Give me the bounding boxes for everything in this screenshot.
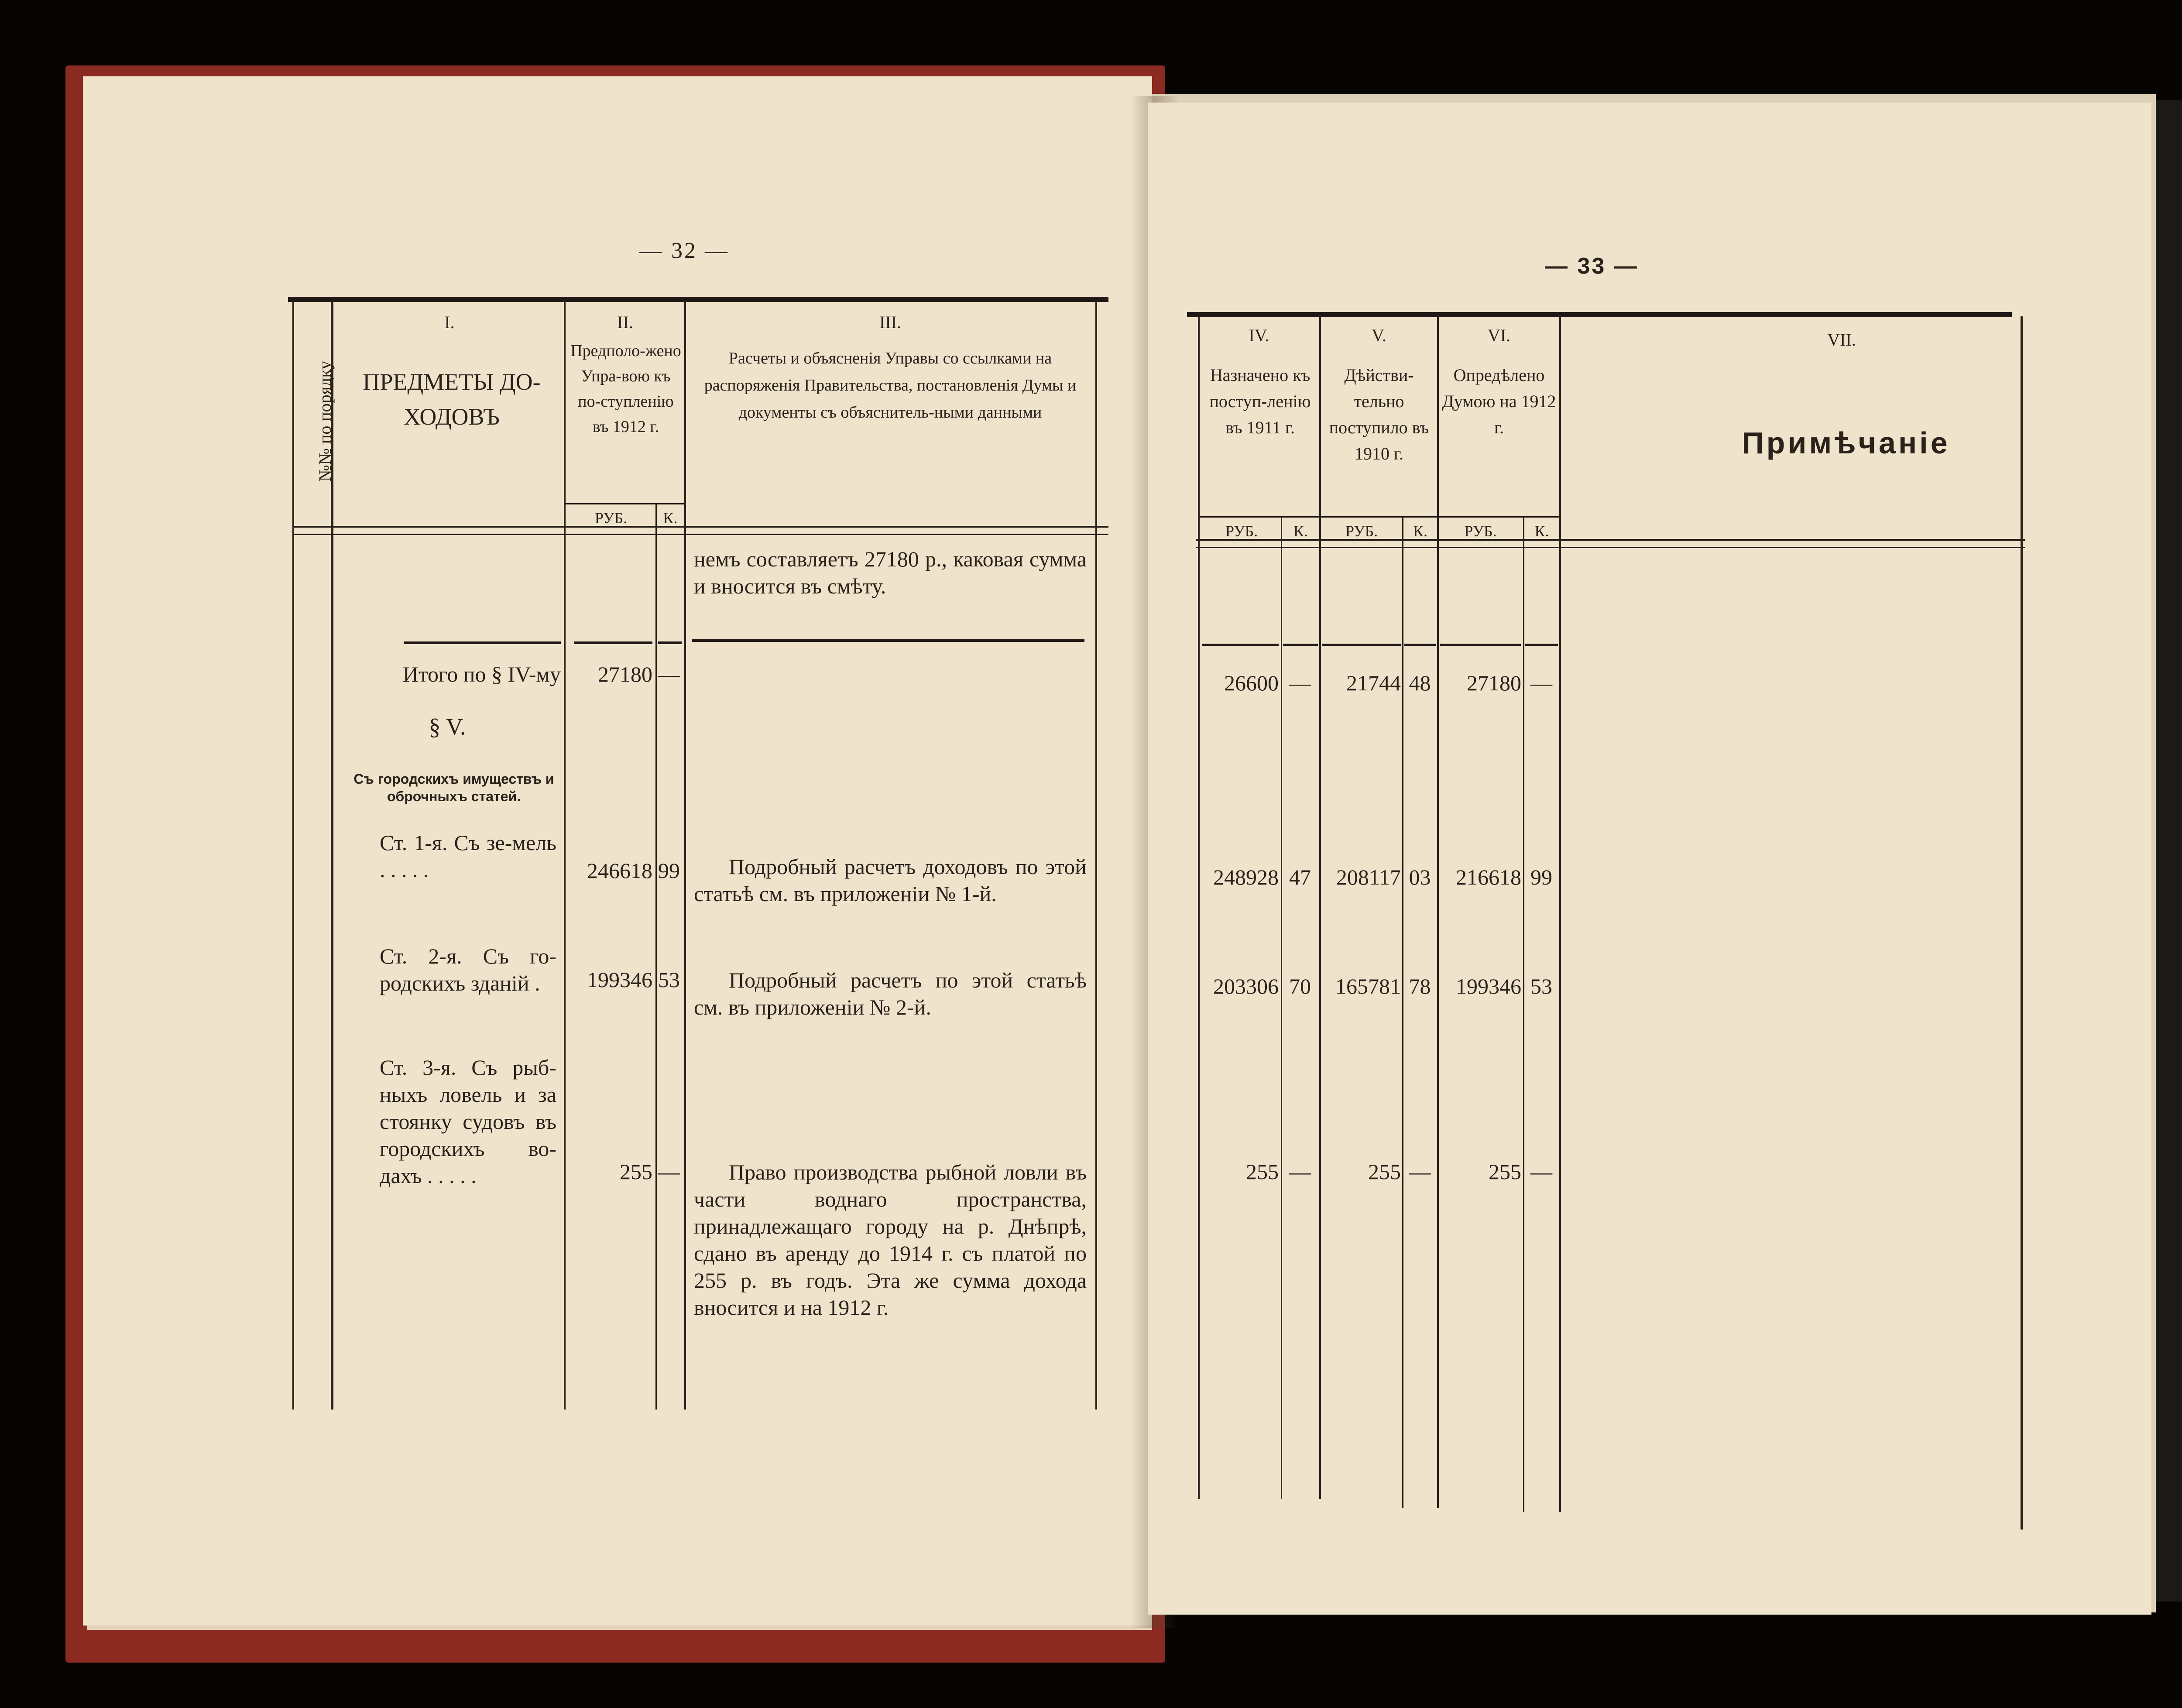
col-line-2 — [564, 301, 566, 1410]
header-col6-k: К. — [1534, 522, 1549, 540]
header-col6-rub: РУБ. — [1464, 522, 1497, 540]
r1-c6-rub: 27180 — [1467, 671, 1521, 695]
r2-c5-rub: 208117 — [1336, 865, 1401, 889]
section-title: § V. — [429, 713, 466, 740]
rub-k-rule — [1200, 516, 1559, 518]
r3-c5-rub: 165781 — [1335, 974, 1401, 998]
header-col2-title: Предполо-жено Упра-вою къ по-ступленію въ 1912 г. — [570, 342, 681, 436]
sum-rule-f — [1525, 644, 1558, 646]
sum-rule-1 — [404, 641, 561, 644]
sum-rule-2 — [574, 641, 652, 644]
left-page — [83, 76, 1152, 1626]
r2-c6-k: 99 — [1530, 865, 1552, 889]
r4-c4-rub: 255 — [1246, 1159, 1279, 1184]
header-order-number: №№ по порядку — [315, 360, 335, 482]
header-col3-roman: III. — [879, 312, 901, 332]
r3-c6-rub: 199346 — [1456, 974, 1521, 998]
header-col5-k: К. — [1413, 522, 1427, 540]
sum-rule-e — [1440, 644, 1521, 646]
sum-rule-c — [1322, 644, 1401, 646]
r3-c4-rub: 203306 — [1213, 974, 1279, 998]
st2-text: Подробный расчетъ по этой статьѣ см. въ приложеніи № 2-й. — [694, 968, 1087, 1019]
col-line-b — [1319, 316, 1321, 1499]
st1-k: 99 — [658, 858, 680, 883]
continuation-text: немъ составляетъ 27180 р., каковая сумма и вносится въ смѣту. — [694, 547, 1087, 598]
st3-rub: 255 — [620, 1159, 652, 1184]
header-rule — [292, 526, 1108, 528]
header-col2-roman: II. — [617, 312, 633, 332]
st2-rub: 199346 — [587, 967, 652, 992]
col-line-0 — [292, 301, 294, 1410]
st1-text: Подробный расчетъ доходовъ по этой статьѣ см. въ приложеніи № 1-й. — [694, 854, 1087, 906]
sum-rule-b — [1283, 644, 1318, 646]
sum-rule-a — [1202, 644, 1279, 646]
r2-c6-rub: 216618 — [1456, 865, 1521, 889]
r1-c5-k: 48 — [1409, 671, 1431, 695]
col-line-e — [2021, 316, 2023, 1530]
itogo-rub: 27180 — [598, 662, 652, 686]
r1-c5-rub: 21744 — [1346, 671, 1401, 695]
r1-c4-k: — — [1289, 671, 1311, 695]
itogo-k: — — [658, 662, 680, 686]
header-col4-rub: РУБ. — [1225, 522, 1258, 540]
header-col7-roman: VII. — [1827, 330, 1856, 350]
header-col4-title: Назначено къ поступ-ленію въ 1911 г. — [1209, 365, 1311, 437]
r3-c6-k: 53 — [1530, 974, 1552, 998]
table-top-rule — [1187, 312, 2012, 317]
sum-rule-3 — [658, 641, 682, 644]
sum-rule-4 — [692, 639, 1084, 642]
st3-text: Право производства рыбной ловли въ части воднаго пространства, принадлежащаго городу на р. Днѣпрѣ, сдано въ аренду до 1914 г. съ платой по 255 р. въ годъ. Эта же сумма дохода вносится и на 1912 г. — [694, 1160, 1087, 1320]
itogo-label: Итого по § IV-му — [402, 662, 561, 686]
header-col5-rub: РУБ. — [1345, 522, 1378, 540]
page-number: — 32 — — [639, 238, 729, 263]
header-col4-k: К. — [1293, 522, 1308, 540]
header-col4-roman: IV. — [1249, 326, 1269, 345]
table-top-rule — [288, 297, 1108, 302]
col-line-d — [1559, 316, 1561, 1512]
header-col6-roman: VI. — [1487, 326, 1511, 345]
header-col2-rub: РУБ. — [594, 509, 628, 527]
r2-c5-k: 03 — [1409, 865, 1431, 889]
col-line-a — [1198, 316, 1200, 1499]
r4-c5-k: — — [1409, 1159, 1431, 1184]
col-line-c — [1437, 316, 1439, 1508]
st3-k: — — [658, 1159, 680, 1184]
r2-c4-k: 47 — [1289, 865, 1311, 889]
r3-c4-k: 70 — [1289, 974, 1311, 998]
page-number: — 33 — — [1545, 254, 1639, 279]
header-col5-title: Дѣйстви-тельно поступило въ 1910 г. — [1329, 365, 1429, 463]
header-rule-2 — [292, 534, 1108, 535]
r4-c6-rub: 255 — [1489, 1159, 1521, 1184]
r1-c4-rub: 26600 — [1224, 671, 1279, 695]
col-line-dk — [1523, 517, 1524, 1512]
header-col1-title: ПРЕДМЕТЫ ДО-ХОДОВЪ — [363, 369, 541, 430]
sum-rule-d — [1404, 644, 1436, 646]
r4-c6-k: — — [1530, 1159, 1552, 1184]
header-col5-roman: V. — [1372, 326, 1386, 345]
st2-k: 53 — [658, 967, 680, 992]
header-col2-k: К. — [663, 509, 678, 527]
col-line-ck — [1402, 517, 1403, 1508]
col-line-3 — [684, 301, 686, 1410]
r3-c5-k: 78 — [1409, 974, 1431, 998]
r2-c4-rub: 248928 — [1213, 865, 1279, 889]
r4-c5-rub: 255 — [1368, 1159, 1401, 1184]
st1-rub: 246618 — [587, 858, 652, 883]
header-col6-title: Опредѣлено Думою на 1912 г. — [1442, 365, 1556, 437]
header-col1-roman: I. — [444, 312, 455, 332]
r1-c6-k: — — [1530, 671, 1552, 695]
subheading: Съ городскихъ имуществъ и оброчныхъ статей. — [353, 771, 554, 804]
rub-k-rule — [566, 503, 684, 504]
header-col3-title: Расчеты и объясненія Управы со ссылками на распоряженія Правительства, постановленія Думы и документы съ объяснитель-ными данными — [704, 349, 1077, 422]
col-line-bk — [1281, 517, 1282, 1499]
right-page — [1148, 103, 2151, 1615]
col-line-2k — [655, 504, 657, 1410]
r4-c4-k: — — [1289, 1159, 1311, 1184]
header-col7-title: Примѣчаніе — [1742, 426, 1950, 460]
st2-label: Ст. 2-я. Съ го-родскихъ зданій . — [380, 944, 556, 995]
st3-label: Ст. 3-я. Съ рыб-ныхъ ловель и за стоянку судовъ въ городскихъ во-дахъ . . . . . — [380, 1055, 556, 1188]
st1-label: Ст. 1-я. Съ зе-мель . . . . . — [380, 830, 556, 882]
col-line-4 — [1095, 301, 1097, 1410]
